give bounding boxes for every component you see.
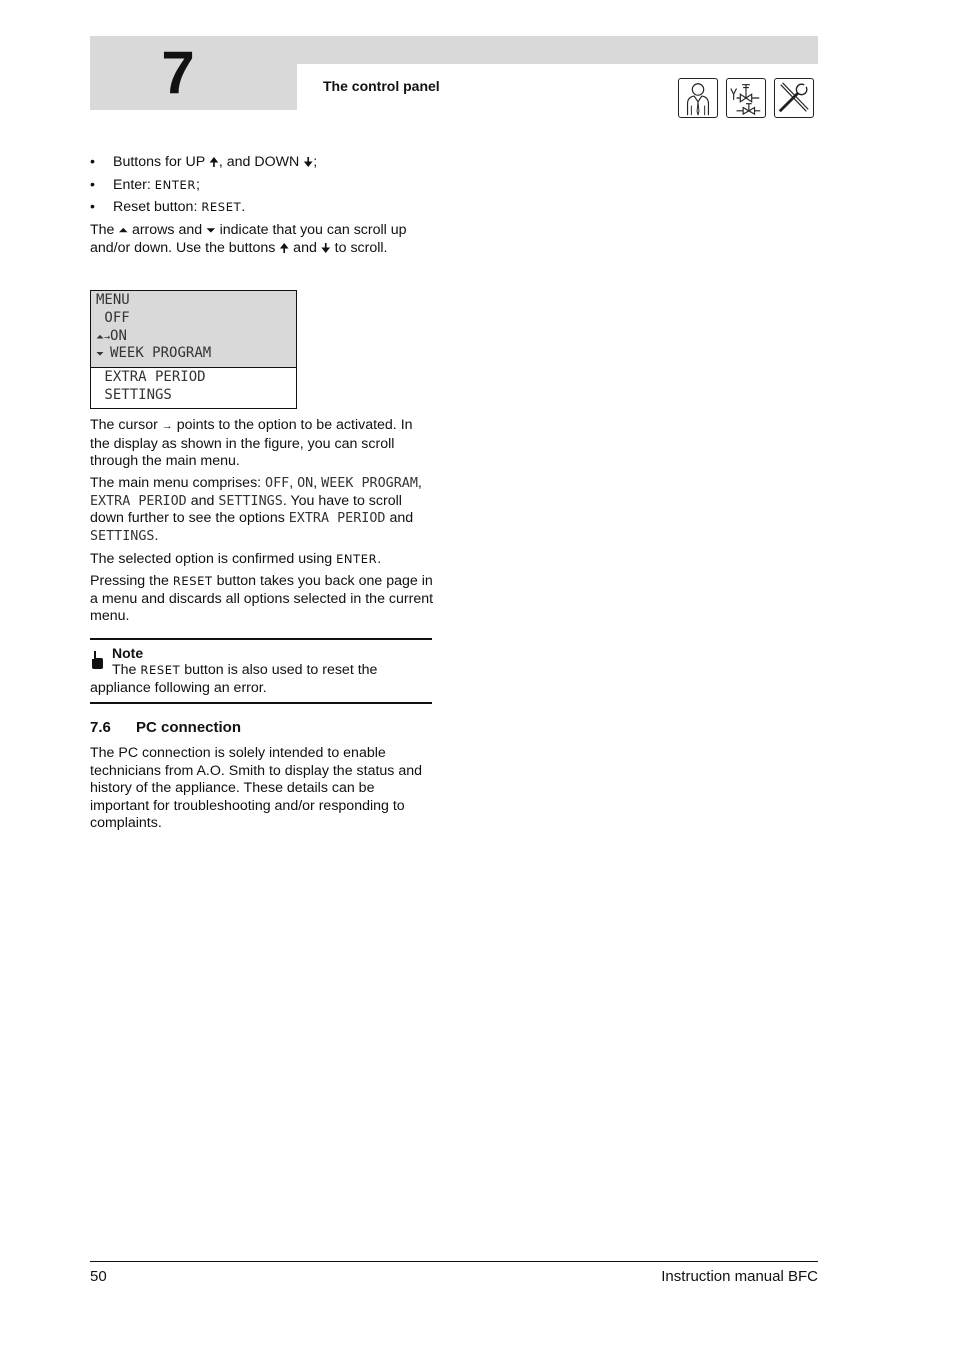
down-arrow-icon: 🠋 <box>303 155 314 169</box>
installer-valve-icon <box>726 78 766 118</box>
list-item: • Buttons for UP 🠉, and DOWN 🠋; <box>90 154 318 170</box>
pc-connection-paragraph: The PC connection is solely intended to enable technicians from A.O. Smith to display the status and history of the appliance. These details can be important for troubleshooting and/or responding to complaints. <box>90 745 422 832</box>
reset-paragraph: Pressing the RESET button takes you back one page in a menu and discards all options selected in the current menu. <box>90 573 434 625</box>
display-line: SETTINGS <box>96 387 172 403</box>
small-down-arrow-icon: ⏷ <box>206 223 216 237</box>
chapter-number: 7 <box>161 39 195 106</box>
display-line: ⏶→ON <box>96 328 127 344</box>
list-item: • Enter: ENTER; <box>90 176 200 193</box>
user-icon <box>678 78 718 118</box>
list-item: • Reset button: RESET. <box>90 199 246 215</box>
confirm-paragraph: The selected option is confirmed using ENTER. <box>90 551 382 567</box>
scroll-paragraph: The ⏶ arrows and ⏷ indicate that you can scroll up and/or down. Use the buttons 🠉 and 🠋 to scroll. <box>90 222 407 256</box>
enter-key-label: ENTER <box>154 177 196 192</box>
cursor-arrow-icon: ⏶→ <box>96 332 111 343</box>
display-line: ⏷ WEEK PROGRAM <box>96 345 212 361</box>
button-list <box>90 154 435 222</box>
footer-rule <box>90 1261 818 1262</box>
main-menu-paragraph: The main menu comprises: OFF, ON, WEEK PROGRAM, EXTRA PERIOD and SETTINGS. You have to scroll down further to see the options EXTRA PERIOD and SETTINGS. <box>90 475 422 544</box>
section-heading: PC connection <box>136 719 242 736</box>
display-line: OFF <box>96 310 130 326</box>
up-arrow-icon: 🠉 <box>208 155 219 169</box>
note-title: Note <box>112 645 144 661</box>
display-screen <box>90 290 297 409</box>
note-top-rule <box>90 638 432 640</box>
up-arrow-icon: 🠉 <box>279 240 290 255</box>
manual-title: Instruction manual BFC <box>661 1268 818 1285</box>
down-arrow-icon: 🠋 <box>320 240 331 255</box>
small-up-arrow-icon: ⏶ <box>118 223 128 237</box>
page-number: 50 <box>90 1268 107 1285</box>
display-line: EXTRA PERIOD <box>96 369 206 385</box>
scroll-down-icon: ⏷ <box>96 349 111 360</box>
reset-key-label: RESET <box>201 200 242 214</box>
note-text: The RESET button is also used to reset the appliance following an error. <box>90 662 378 696</box>
section-number: 7.6 <box>90 719 111 736</box>
display-line: MENU <box>96 292 130 308</box>
section-title: The control panel <box>323 78 440 94</box>
cursor-paragraph: The cursor → points to the option to be activated. In the display as shown in the figure, you can scroll through the main menu. <box>90 417 413 470</box>
service-tools-icon <box>774 78 814 118</box>
note-bottom-rule <box>90 702 432 704</box>
cursor-arrow-icon: → <box>161 420 173 432</box>
